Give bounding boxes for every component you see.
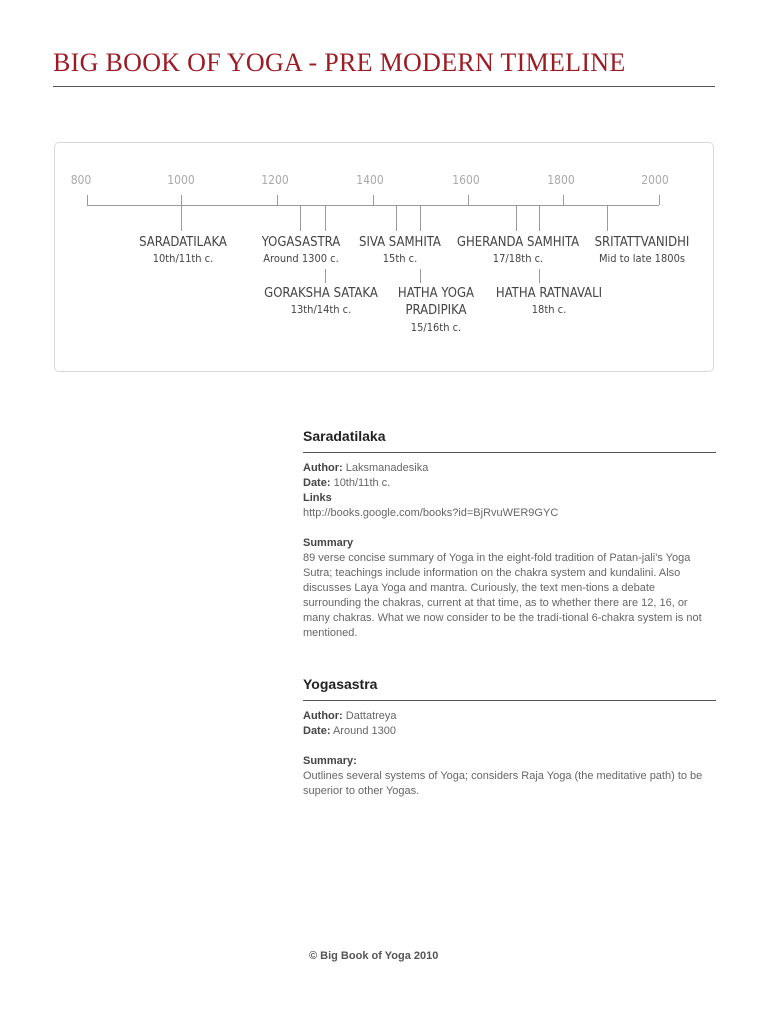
event-marker (539, 205, 540, 231)
date-label: Date: (303, 477, 331, 489)
event-marker (325, 205, 326, 231)
summary-text: Outlines several systems of Yoga; considers Raja Yoga (the meditative path) to be superior to other Yogas. (303, 770, 703, 797)
entry-yogasastra (303, 676, 716, 799)
event-marker (516, 205, 517, 231)
axis-year-label: 1800 (547, 173, 575, 187)
event-marker (539, 269, 540, 283)
summary-label: Summary: (303, 755, 357, 767)
event-name: HATHA YOGA (397, 286, 475, 301)
event-name: SARADATILAKA (139, 235, 227, 250)
event-date: 17/18th c. (492, 252, 544, 265)
event-name: SIVA SAMHITA (359, 235, 441, 250)
axis-tick (277, 195, 278, 205)
event-marker (300, 205, 301, 231)
event-date: Mid to late 1800s (598, 252, 686, 265)
copyright-footer: © Big Book of Yoga 2010 (309, 950, 439, 962)
event-marker (607, 205, 608, 231)
event-date: 13th/14th c. (290, 303, 352, 316)
axis-year-label: 800 (70, 173, 92, 187)
axis-year-label: 1400 (356, 173, 384, 187)
event-date: Around 1300 c. (263, 252, 339, 265)
author-label: Author: (303, 462, 343, 474)
entry-saradatilaka (303, 428, 716, 641)
axis-year-label: 1000 (167, 173, 195, 187)
book-link[interactable]: http://books.google.com/books?id=BjRvuWER9GYC (303, 507, 559, 519)
event-name: GORAKSHA SATAKA (264, 286, 378, 301)
author-value: Dattatreya (342, 710, 397, 722)
author-value: Laksmanadesika (342, 462, 429, 474)
date-label: Date: (303, 725, 331, 737)
event-name: PRADIPIKA (405, 303, 467, 318)
event-marker (420, 205, 421, 231)
axis-tick (468, 195, 469, 205)
event-name: GHERANDA SAMHITA (456, 235, 580, 250)
event-marker (420, 269, 421, 283)
axis-year-label: 1600 (452, 173, 480, 187)
event-name: SRITATTVANIDHI (594, 235, 690, 250)
axis-year-label: 2000 (641, 173, 669, 187)
axis-tick (87, 195, 88, 205)
links-label: Links (303, 492, 332, 504)
event-marker (396, 205, 397, 231)
event-date: 15th c. (382, 252, 418, 265)
date-value: 10th/11th c. (330, 477, 391, 489)
axis-year-label: 1200 (261, 173, 289, 187)
date-line (303, 476, 716, 491)
author-line (303, 709, 716, 724)
event-date: 10th/11th c. (152, 252, 214, 265)
event-name: YOGASASTRA (261, 235, 341, 250)
author-line (303, 461, 716, 476)
page-title: BIG BOOK OF YOGA - PRE MODERN TIMELINE (53, 48, 626, 77)
timeline-panel (54, 142, 714, 372)
date-line (303, 724, 716, 739)
summary-text: 89 verse concise summary of Yoga in the eight-fold tradition of Patan-jali's Yoga Sutra; teachings include information on the chakra system and kundalini. Also discusses Laya Yoga and mantra. Curiously, the text men-tions a debate surrounding the chakras, current at that time, as to whether there are 12, 16, or many chakras. What we now consider to be the tradi-tional 6-chakra system is not mentioned. (303, 552, 702, 639)
axis-tick (659, 195, 660, 205)
event-marker (181, 195, 182, 231)
event-marker (325, 269, 326, 283)
axis-tick (563, 195, 564, 205)
date-value: Around 1300 (330, 725, 396, 737)
event-date: 15/16th c. (410, 321, 462, 334)
summary-label: Summary (303, 537, 354, 549)
entry-title: Yogasastra (303, 676, 378, 692)
event-date: 18th c. (531, 303, 567, 316)
title-divider (53, 86, 715, 87)
timeline-axis (87, 205, 659, 206)
axis-tick (373, 195, 374, 205)
entry-title: Saradatilaka (303, 428, 386, 444)
event-name: HATHA RATNAVALI (495, 286, 603, 301)
author-label: Author: (303, 710, 343, 722)
